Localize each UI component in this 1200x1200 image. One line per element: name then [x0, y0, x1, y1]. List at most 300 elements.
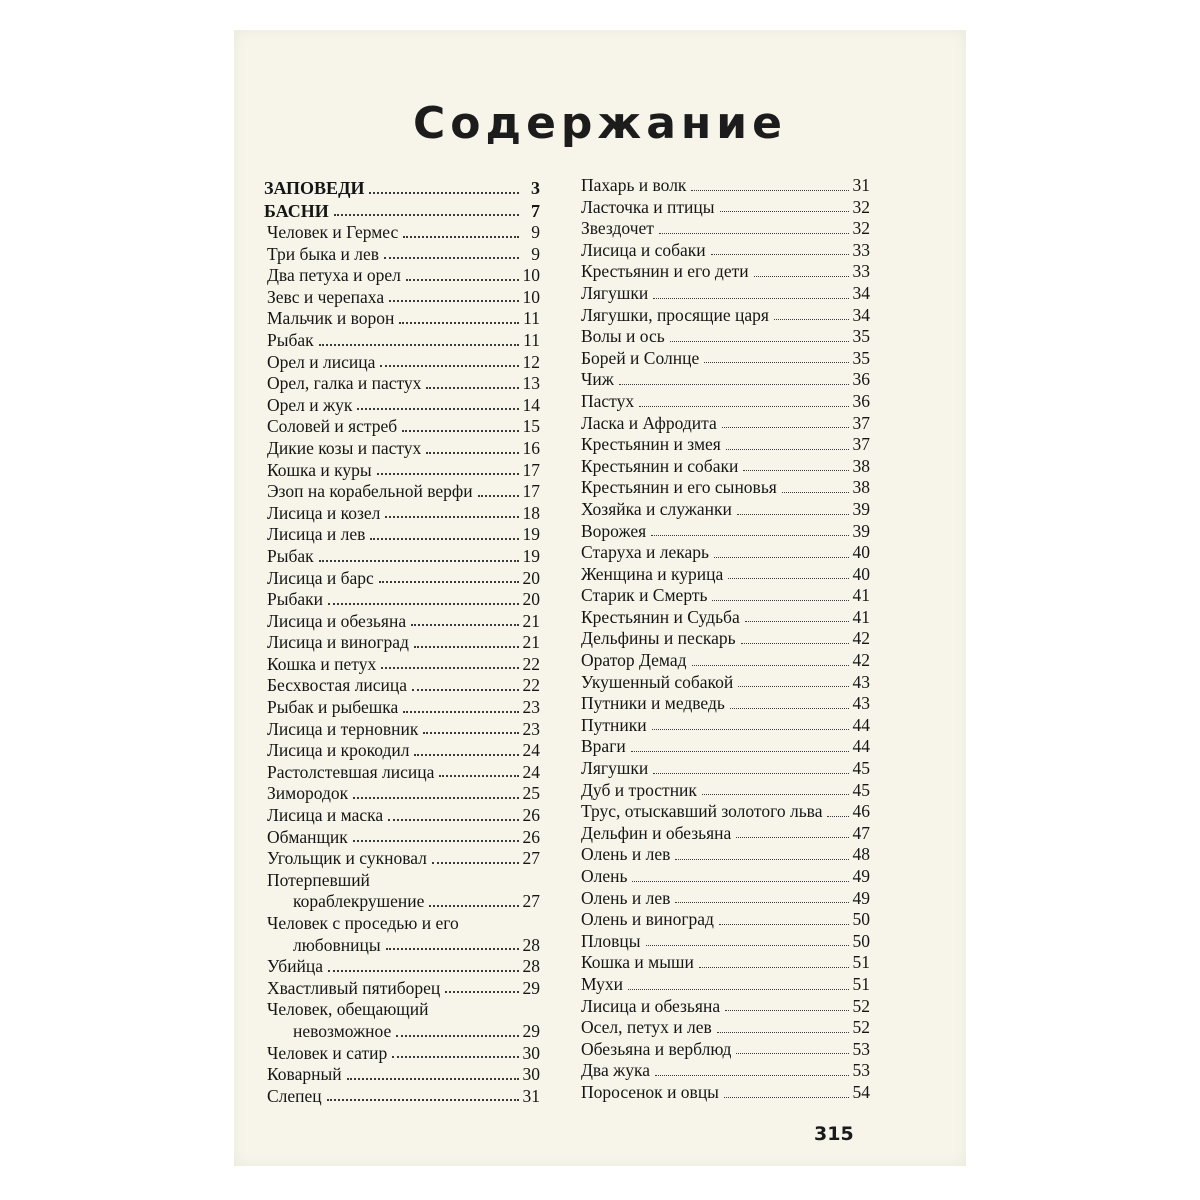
toc-entry-page: 40: [852, 542, 870, 563]
toc-entry: [578, 477, 870, 499]
toc-entry-title: Два петуха и орел: [267, 265, 401, 286]
toc-entry: [578, 758, 870, 780]
toc-entry-title: Лисица и обезьяна: [267, 610, 407, 631]
dot-leader: [406, 279, 519, 281]
toc-entry-title: Женщина и курица: [581, 563, 724, 584]
dot-leader: [730, 708, 849, 709]
dot-leader: [328, 970, 519, 972]
toc-entry: [578, 348, 870, 370]
toc-entry: [578, 326, 870, 348]
dot-leader: [722, 427, 849, 428]
toc-entry-title-line1: Человек с проседью и его: [267, 913, 459, 933]
toc-entry: [264, 503, 540, 525]
toc-entry-page: 50: [852, 909, 870, 930]
dot-leader: [319, 560, 519, 562]
toc-entry-title: Убийца: [267, 956, 324, 977]
toc-entry-title: Поросенок и овцы: [581, 1081, 719, 1102]
toc-entry-title: Лисица и козел: [267, 502, 381, 523]
toc-entry-title: Укушенный собакой: [581, 671, 734, 692]
toc-entry: [264, 611, 540, 633]
toc-entry: [578, 391, 870, 413]
toc-entry-page: 53: [852, 1038, 870, 1059]
dot-leader: [631, 751, 849, 752]
toc-entry: [578, 801, 870, 823]
toc-entry-page: 34: [852, 282, 870, 303]
toc-entry-title: Два жука: [581, 1060, 650, 1081]
toc-entry-page: 26: [522, 826, 540, 847]
dot-leader: [741, 643, 849, 644]
toc-entry: [264, 978, 540, 1000]
dot-leader: [699, 967, 849, 968]
toc-entry: [578, 1082, 870, 1104]
toc-entry-title: Мухи: [581, 973, 623, 994]
toc-entry: [578, 607, 870, 629]
toc-entry-title: Лисица и терновник: [267, 718, 419, 739]
toc-entry: [264, 546, 540, 568]
toc-entry-title: Ласточка и птицы: [581, 196, 715, 217]
toc-entry-title: Зимородок: [267, 783, 349, 804]
toc-entry-title: Три быка и лев: [267, 243, 380, 264]
toc-entry-page: 15: [522, 416, 540, 437]
dot-leader: [380, 365, 519, 367]
toc-entry: [578, 283, 870, 305]
dot-leader: [724, 1097, 849, 1098]
toc-entry-page: 10: [522, 265, 540, 286]
toc-entry-page: 37: [852, 412, 870, 433]
toc-entry-page: 52: [852, 1017, 870, 1038]
toc-entry: [264, 222, 540, 244]
toc-entry-title-line2: невозможное: [293, 1020, 392, 1041]
toc-entry: [264, 265, 540, 287]
toc-entry: [264, 762, 540, 784]
dot-leader: [414, 646, 519, 648]
toc-entry-title: Ласка и Афродита: [581, 412, 717, 433]
toc-entry-page: 43: [852, 671, 870, 692]
toc-entry-title: Путники: [581, 714, 647, 735]
toc-entry: [578, 628, 870, 650]
dot-leader: [738, 686, 849, 687]
toc-entry-title: Олень и лев: [581, 887, 671, 908]
toc-entry: [578, 780, 870, 802]
toc-entry: [264, 244, 540, 266]
dot-leader: [736, 837, 849, 838]
toc-entry-page: 39: [852, 498, 870, 519]
toc-entry-title: ЗАПОВЕДИ: [264, 178, 365, 198]
dot-leader: [411, 624, 519, 626]
toc-entry-page: 20: [522, 567, 540, 588]
toc-entry: [578, 434, 870, 456]
dot-leader: [745, 621, 849, 622]
dot-leader: [423, 732, 519, 734]
toc-entry-title: Лисица и обезьяна: [581, 995, 721, 1016]
toc-entry: [264, 805, 540, 827]
dot-leader: [381, 667, 519, 669]
dot-leader: [655, 1075, 849, 1076]
toc-entry: [578, 1017, 870, 1039]
toc-entry-page: 27: [522, 891, 540, 912]
dot-leader: [774, 319, 849, 320]
toc-entry-title: Дельфин и обезьяна: [581, 822, 732, 843]
toc-entry-page: 22: [522, 653, 540, 674]
toc-entry: [264, 308, 540, 330]
toc-entry-page: 51: [852, 952, 870, 973]
toc-entry-title: Ворожея: [581, 520, 647, 541]
dot-leader: [402, 430, 519, 432]
toc-entry-title: Трус, отыскавший золотого льва: [581, 801, 823, 822]
toc-entry-page: 45: [852, 779, 870, 800]
toc-entry: [578, 996, 870, 1018]
toc-entry: [264, 524, 540, 546]
toc-entry-title: Эзоп на корабельной верфи: [267, 481, 473, 502]
dot-leader: [347, 1078, 519, 1080]
toc-entry-page: 19: [522, 545, 540, 566]
toc-entry-page: 45: [852, 758, 870, 779]
toc-entry-page: 11: [523, 308, 540, 329]
dot-leader: [357, 408, 519, 410]
toc-entry-page: 53: [852, 1060, 870, 1081]
dot-leader: [651, 535, 849, 536]
toc-entry-title: Орел и жук: [267, 394, 353, 415]
dot-leader: [702, 794, 849, 795]
toc-entry: [264, 632, 540, 654]
toc-entry-page: 36: [852, 369, 870, 390]
toc-entry: [578, 369, 870, 391]
toc-entry-title: Лисица и лев: [267, 524, 366, 545]
dot-leader: [392, 1056, 519, 1058]
toc-entry: [264, 395, 540, 417]
toc-entry-title: Обманщик: [267, 826, 348, 847]
dot-leader: [782, 492, 849, 493]
toc-entry-page: 9: [531, 222, 540, 242]
toc-entry-title: Кошка и петух: [267, 653, 377, 674]
toc-entry: [578, 240, 870, 262]
dot-leader: [659, 233, 849, 234]
toc-entry-page: 29: [522, 1020, 540, 1041]
page-title: Содержание: [413, 98, 787, 149]
toc-entry-page: 17: [522, 481, 540, 502]
toc-entry-page: 9: [531, 243, 540, 264]
toc-entry-page: 23: [522, 697, 540, 718]
dot-leader: [652, 729, 849, 730]
toc-entry-page: 38: [852, 477, 870, 498]
toc-entry-page: 25: [522, 783, 540, 804]
toc-entry-title: Крестьянин и собаки: [581, 455, 739, 476]
toc-entry-page: 42: [852, 650, 870, 671]
toc-entry: [578, 499, 870, 521]
dot-leader: [675, 859, 849, 860]
toc-entry-page: 24: [522, 761, 540, 782]
toc-entry-title: Человек и сатир: [267, 1042, 388, 1063]
toc-entry: [578, 866, 870, 888]
dot-leader: [711, 254, 849, 255]
toc-entry: [264, 740, 540, 762]
toc-entry-title: Рыбак: [267, 329, 314, 350]
toc-entry: [578, 197, 870, 219]
dot-leader: [704, 362, 849, 363]
toc-entry-title: Лисица и маска: [267, 805, 384, 826]
dot-leader: [377, 473, 519, 475]
toc-entry-line2: [267, 1021, 540, 1043]
toc-entry: [578, 564, 870, 586]
toc-entry: [264, 783, 540, 805]
toc-entry-page: 30: [522, 1042, 540, 1063]
toc-entry-title: БАСНИ: [264, 200, 329, 221]
toc-entry-page: 28: [522, 934, 540, 955]
dot-leader: [426, 452, 519, 454]
dot-leader: [353, 840, 519, 842]
toc-entry: [578, 175, 870, 197]
toc-section: [264, 200, 540, 223]
toc-entry-title: Путники и медведь: [581, 693, 725, 714]
dot-leader: [432, 862, 519, 864]
toc-entry: [578, 650, 870, 672]
toc-entry-line2: [267, 935, 540, 957]
toc-entry-page: 28: [522, 956, 540, 977]
dot-leader: [319, 344, 519, 346]
toc-entry-title: Осел, петух и лев: [581, 1017, 712, 1038]
toc-entry-page: 18: [522, 502, 540, 523]
dot-leader: [414, 754, 519, 756]
toc-entry-title: Рыбак и рыбешка: [267, 697, 399, 718]
toc-entry-title: Звездочет: [581, 218, 654, 239]
toc-entry: [264, 438, 540, 460]
toc-entry-title: Старик и Смерть: [581, 585, 708, 606]
dot-leader: [728, 578, 849, 579]
toc-entry-page: 46: [852, 801, 870, 822]
toc-entry-page: 39: [852, 520, 870, 541]
toc-entry: [264, 373, 540, 395]
toc-entry: [578, 542, 870, 564]
toc-entry-title: Дуб и тростник: [581, 779, 697, 800]
toc-entry: [578, 952, 870, 974]
toc-entry-title: Дикие козы и пастух: [267, 437, 422, 458]
toc-entry-title: Хвастливый пятиборец: [267, 977, 441, 998]
toc-section: [264, 177, 540, 200]
dot-leader: [388, 819, 519, 821]
dot-leader: [385, 516, 519, 518]
toc-entry: [578, 715, 870, 737]
toc-entry-page: 21: [522, 610, 540, 631]
dot-leader: [389, 300, 519, 302]
dot-leader: [737, 514, 849, 515]
dot-leader: [714, 557, 849, 558]
toc-entry-page: 23: [522, 718, 540, 739]
toc-entry-title: Пастух: [581, 390, 635, 411]
dot-leader: [726, 449, 849, 450]
dot-leader: [403, 236, 519, 238]
dot-leader: [754, 276, 849, 277]
toc-entry-page: 31: [852, 175, 870, 195]
toc-entry-page: 14: [522, 394, 540, 415]
toc-entry: [264, 870, 540, 913]
toc-entry-page: 35: [852, 326, 870, 347]
toc-entry: [578, 823, 870, 845]
dot-leader: [639, 406, 849, 407]
toc-entry-page: 17: [522, 459, 540, 480]
toc-entry: [264, 913, 540, 956]
toc-entry: [264, 956, 540, 978]
toc-entry-page: 30: [522, 1064, 540, 1085]
dot-leader: [712, 600, 849, 601]
toc-entry: [264, 697, 540, 719]
toc-entry-page: 51: [852, 973, 870, 994]
toc-entry-title: Рыбаки: [267, 589, 324, 610]
toc-entry-page: 35: [852, 347, 870, 368]
toc-entry-title: Лягушки, просящие царя: [581, 304, 769, 325]
toc-entry-title: Зевс и черепаха: [267, 286, 385, 307]
toc-entry-page: 16: [522, 437, 540, 458]
toc-entry-page: 32: [852, 218, 870, 239]
dot-leader: [619, 384, 849, 385]
toc-entry-page: 3: [531, 178, 540, 198]
toc-entry-title: Чиж: [581, 369, 614, 390]
dot-leader: [725, 1010, 849, 1011]
dot-leader: [429, 905, 519, 907]
dot-leader: [691, 190, 849, 191]
toc-entry: [264, 352, 540, 374]
toc-entry-page: 19: [522, 524, 540, 545]
toc-entry-page: 22: [522, 675, 540, 696]
toc-entry-page: 12: [522, 351, 540, 372]
dot-leader: [384, 257, 519, 259]
dot-leader: [386, 948, 519, 950]
toc-entry-page: 36: [852, 390, 870, 411]
toc-entry: [578, 521, 870, 543]
toc-entry-title: Крестьянин и змея: [581, 434, 721, 455]
toc-entry-title: Лисица и собаки: [581, 239, 706, 260]
toc-entry-page: 38: [852, 455, 870, 476]
toc-entry-title: Крестьянин и его сыновья: [581, 477, 777, 498]
toc-entry-page: 26: [522, 805, 540, 826]
toc-entry: [578, 844, 870, 866]
page-number: 315: [814, 1123, 854, 1145]
toc-column-right: [578, 175, 870, 1104]
toc-entry-title: Коварный: [267, 1064, 342, 1085]
toc-entry: [264, 1064, 540, 1086]
toc-entry-page: 24: [522, 740, 540, 761]
dot-leader: [743, 470, 849, 471]
toc-entry: [264, 654, 540, 676]
dot-leader: [370, 538, 519, 540]
toc-entry: [578, 909, 870, 931]
toc-entry-page: 49: [852, 866, 870, 886]
toc-entry: [264, 999, 540, 1042]
toc-entry: [264, 287, 540, 309]
toc-entry-title: Лисица и барс: [267, 567, 374, 588]
toc-entry-title: Человек и Гермес: [267, 222, 399, 242]
toc-entry: [578, 931, 870, 953]
toc-entry-title: Пловцы: [581, 930, 641, 951]
book-page: [234, 30, 966, 1166]
toc-entry: [578, 305, 870, 327]
toc-entry-page: 21: [522, 632, 540, 653]
dot-leader: [396, 1035, 519, 1037]
toc-entry-title-line1: Человек, обещающий: [267, 999, 429, 1020]
toc-entry: [578, 672, 870, 694]
dot-leader: [717, 1032, 849, 1033]
toc-entry-title: Обезьяна и верблюд: [581, 1038, 732, 1059]
toc-entry: [264, 719, 540, 741]
toc-entry-page: 48: [852, 844, 870, 865]
dot-leader: [328, 603, 519, 605]
toc-entry-page: 37: [852, 434, 870, 455]
toc-entry-title: Олень и лев: [581, 844, 671, 865]
dot-leader: [827, 816, 849, 817]
dot-leader: [670, 341, 849, 342]
toc-entry: [578, 456, 870, 478]
toc-entry: [578, 585, 870, 607]
toc-entry-page: 47: [852, 822, 870, 843]
toc-entry-page: 34: [852, 304, 870, 325]
dot-leader: [646, 945, 849, 946]
toc-entry-page: 40: [852, 563, 870, 584]
toc-entry: [264, 589, 540, 611]
toc-entry: [264, 481, 540, 503]
dot-leader: [653, 298, 849, 299]
dot-leader: [653, 773, 849, 774]
toc-entry: [578, 693, 870, 715]
toc-entry-title: Волы и ось: [581, 326, 665, 347]
toc-entry: [264, 416, 540, 438]
dot-leader: [720, 211, 849, 212]
dot-leader: [478, 495, 519, 497]
toc-entry: [264, 675, 540, 697]
dot-leader: [632, 881, 849, 882]
dot-leader: [379, 581, 519, 583]
toc-entry-title: Крестьянин и его дети: [581, 261, 749, 282]
toc-entry: [264, 460, 540, 482]
dot-leader: [369, 192, 519, 194]
toc-entry-title: Бесхвостая лисица: [267, 675, 408, 696]
dot-leader: [628, 989, 849, 990]
toc-entry-page: 41: [852, 606, 870, 627]
toc-entry: [264, 1086, 540, 1108]
toc-entry-page: 31: [522, 1085, 540, 1106]
toc-entry-title: Орел и лисица: [267, 351, 376, 372]
dot-leader: [719, 924, 849, 925]
toc-entry-page: 13: [522, 373, 540, 394]
toc-entry-page: 11: [523, 329, 540, 350]
dot-leader: [353, 797, 519, 799]
toc-entry-title: Мальчик и ворон: [267, 308, 395, 329]
toc-entry: [264, 848, 540, 870]
toc-entry-title: Растолстевшая лисица: [267, 761, 435, 782]
toc-entry-title: Соловей и ястреб: [267, 416, 398, 437]
dot-leader: [399, 322, 519, 324]
toc-entry-page: 44: [852, 736, 870, 757]
dot-leader: [426, 387, 519, 389]
toc-entry-title: Слепец: [267, 1085, 322, 1106]
toc-entry-title: Орел, галка и пастух: [267, 373, 422, 394]
toc-entry-page: 32: [852, 196, 870, 217]
toc-entry-title: Олень: [581, 866, 628, 886]
toc-entry-page: 49: [852, 887, 870, 908]
toc-entry: [578, 736, 870, 758]
toc-entry-page: 41: [852, 585, 870, 606]
toc-entry-title: Старуха и лекарь: [581, 542, 709, 563]
toc-entry: [264, 330, 540, 352]
toc-entry-title: Угольщик и сукновал: [267, 848, 427, 869]
dot-leader: [403, 711, 519, 713]
toc-entry-title: Дельфины и пескарь: [581, 628, 736, 649]
toc-entry-page: 33: [852, 239, 870, 260]
toc-entry-page: 42: [852, 628, 870, 649]
toc-entry: [578, 1060, 870, 1082]
toc-entry: [578, 1039, 870, 1061]
toc-column-left: [264, 177, 540, 1107]
toc-entry-page: 27: [522, 848, 540, 869]
toc-entry-page: 54: [852, 1081, 870, 1102]
